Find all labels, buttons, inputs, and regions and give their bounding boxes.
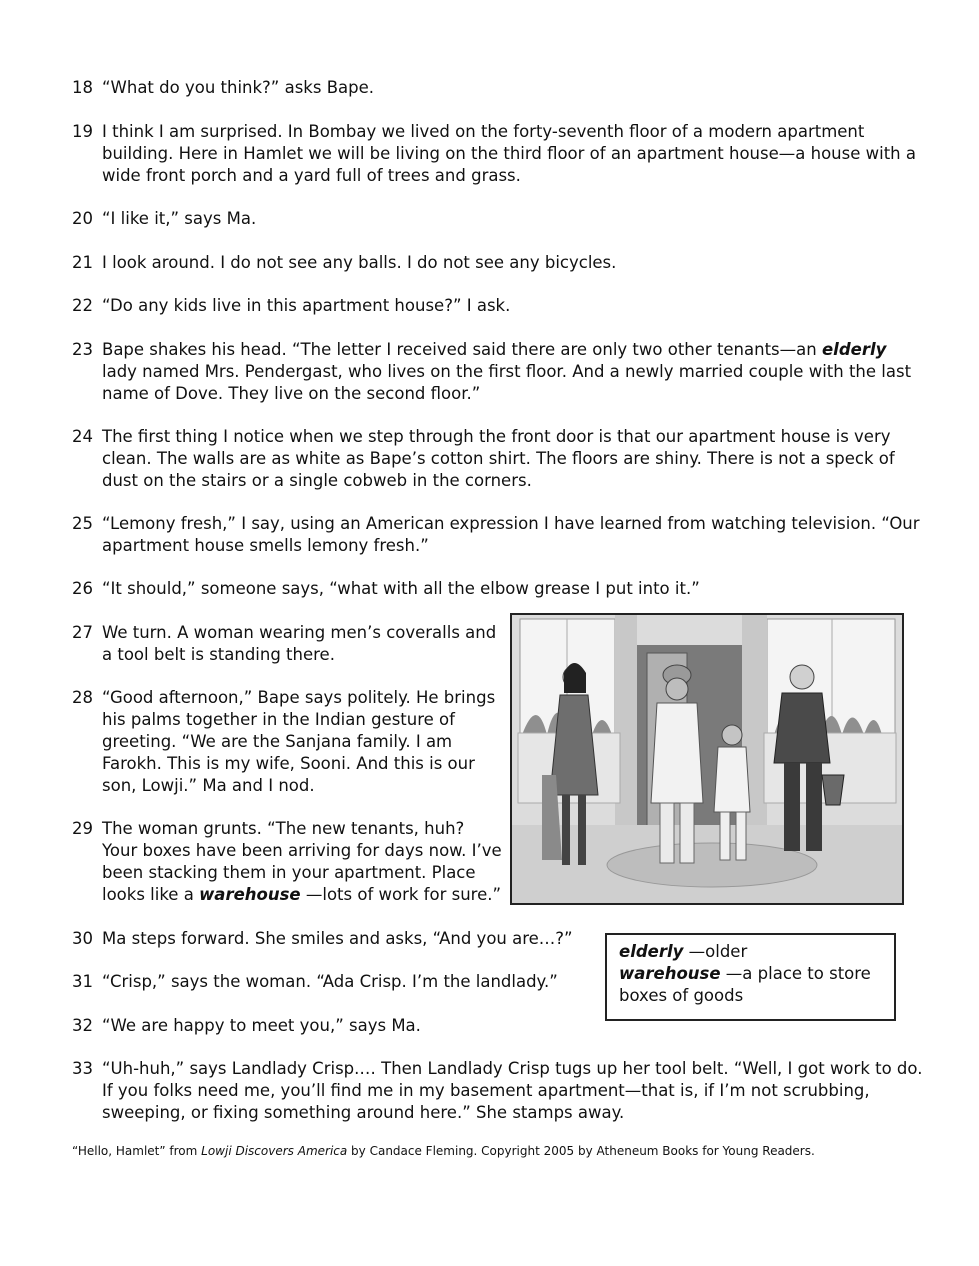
text-segment: Bape shakes his head. “The letter I received said there are only two other tenants—an [102, 340, 822, 359]
vocab-word-warehouse: warehouse [199, 885, 301, 904]
vocab-entry-elderly [619, 941, 882, 963]
paragraph-number: 29 [72, 819, 93, 838]
text-segment: —lots of work for sure.” [300, 885, 502, 904]
illustration-scene [512, 615, 902, 903]
paragraph-number: 27 [72, 623, 93, 642]
text-line [102, 339, 911, 361]
paragraph-number: 20 [72, 209, 93, 228]
credit-prefix: “Hello, Hamlet” from [72, 1144, 202, 1158]
text-line: “It should,” someone says, “what with all the elbow grease I put into it.” [102, 579, 700, 598]
text-line: been stacking them in your apartment. Place [102, 863, 476, 882]
paragraph-number: 19 [72, 122, 93, 141]
text-line: “Uh-huh,” says Landlady Crisp.… Then Landlady Crisp tugs up her tool belt. “Well, I got work to do. [102, 1059, 923, 1078]
text-line: “What do you think?” asks Bape. [102, 78, 375, 97]
credit-book-title: Lowji Discovers America [201, 1144, 348, 1158]
text-line: The first thing I notice when we step through the front door is that our apartment house is very [102, 427, 891, 446]
text-line: “Lemony fresh,” I say, using an American expression I have learned from watching television. “Our [102, 514, 920, 533]
text-line: “Do any kids live in this apartment house?” I ask. [102, 296, 511, 315]
text-line: wide front porch and a yard full of trees and grass. [102, 166, 521, 185]
text-line: building. Here in Hamlet we will be living on the third floor of an apartment house—a house with a [102, 144, 916, 163]
vocab-definition-cont: boxes of goods [619, 986, 744, 1005]
vocab-term: warehouse [619, 964, 721, 983]
text-line: I think I am surprised. In Bombay we lived on the forty-seventh floor of a modern apartment [102, 122, 865, 141]
paragraph-number: 22 [72, 296, 93, 315]
text-line: lady named Mrs. Pendergast, who lives on the first floor. And a newly married couple with the last [102, 362, 912, 381]
text-line: “Good afternoon,” Bape says politely. He brings [102, 688, 496, 707]
text-line: The woman grunts. “The new tenants, huh? [102, 819, 465, 838]
bucket-icon [822, 775, 844, 805]
text-line: Farokh. This is my wife, Sooni. And this is our [102, 754, 475, 773]
paragraph-number: 23 [72, 340, 93, 359]
text-line: a tool belt is standing there. [102, 645, 335, 664]
text-line: sweeping, or fixing something around here.” She stamps away. [102, 1103, 625, 1122]
text-line: dust on the stairs or a single cobweb in the corners. [102, 471, 532, 490]
text-line: “Crisp,” says the woman. “Ada Crisp. I’m the landlady.” [102, 972, 558, 991]
paragraph-number: 33 [72, 1059, 93, 1078]
source-credit [72, 1144, 815, 1158]
vocab-word-elderly: elderly [821, 340, 887, 359]
paragraph-number: 25 [72, 514, 93, 533]
paragraph-number: 28 [72, 688, 93, 707]
text-line: Your boxes have been arriving for days now. I’ve [102, 841, 502, 860]
text-line: “I like it,” says Ma. [102, 209, 257, 228]
text-line: We turn. A woman wearing men’s coveralls and [102, 623, 497, 642]
text-line: “We are happy to meet you,” says Ma. [102, 1016, 421, 1035]
paragraph-number: 24 [72, 427, 93, 446]
vocabulary-box [605, 933, 896, 1021]
text-line: I look around. I do not see any balls. I do not see any bicycles. [102, 253, 617, 272]
paragraph-number: 26 [72, 579, 93, 598]
vocab-definition: —a place to store [720, 964, 871, 983]
text-line: name of Dove. They live on the second floor.” [102, 384, 481, 403]
paragraph-number: 32 [72, 1016, 93, 1035]
text-segment: looks like a [102, 885, 200, 904]
paragraph-number: 21 [72, 253, 93, 272]
text-line: his palms together in the Indian gesture of [102, 710, 455, 729]
paragraph-number: 18 [72, 78, 93, 97]
text-line: clean. The walls are as white as Bape’s cotton shirt. The floors are shiny. There is not a speck of [102, 449, 895, 468]
vocab-term: elderly [619, 942, 684, 961]
text-line: apartment house smells lemony fresh.” [102, 536, 429, 555]
text-line: greeting. “We are the Sanjana family. I am [102, 732, 453, 751]
vocab-entry-warehouse [619, 963, 882, 985]
text-line: Ma steps forward. She smiles and asks, “And you are…?” [102, 929, 573, 948]
illustration [510, 613, 904, 905]
text-line: If you folks need me, you’ll find me in my basement apartment—that is, if I’m not scrubbing, [102, 1081, 870, 1100]
text-line [102, 884, 502, 906]
text-line: son, Lowji.” Ma and I nod. [102, 776, 315, 795]
paragraph-number: 30 [72, 929, 93, 948]
paragraph-number: 31 [72, 972, 93, 991]
vocab-definition: —older [683, 942, 748, 961]
credit-suffix: by Candace Fleming. Copyright 2005 by Atheneum Books for Young Readers. [347, 1144, 815, 1158]
